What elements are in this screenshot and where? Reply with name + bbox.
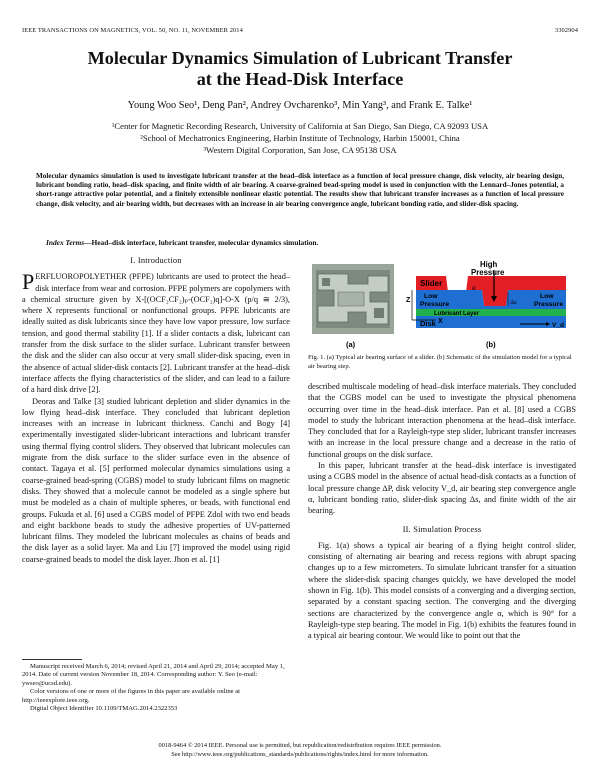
intro-paragraph-2: Deoras and Talke [3] studied lubricant depletion and slider dynamics in the low flying head–disk interface. They concluded that lubricant depletion increases with an increase in lubricant thickness. Canchi and Bogy [4] experimentally investigated slider-lubricant interactions and lubricant transfer using thermal flying control sliders. They observed that lubricant molecules can migrate from the disk surface to the slider surface even in the absence of contact. Tagaya et al. [5] performed molecular dynamics simulations using a coarse-grained bead-spring (CGBS) model to study lubricant films on magnetic disks. They showed that a molecule cannot be modeled as a single sphere but must be modeled as a chain of multiple spheres, or beads, with functional end groups. Fukuda et al. [6] used a CGBS model of PFPE Zdol with two end beads and eight backbone beads to study the adhesive properties of UV-patterned lubricant films. They modeled the lubricant molecules as chains of beads and the disk layer as a solid layer. Ma and Liu [7] improved the model using rigid coarse-grained beads to model the disk layer. Jhon et al. [1] (22, 396, 290, 564)
section-1-heading: I. Introduction (130, 256, 182, 265)
footnote-color: Color versions of one or more of the figures in this paper are available online at http://ieeexplore.ieee.org. (22, 688, 241, 704)
figure-1-caption: Fig. 1. (a) Typical air bearing surface of a slider. (b) Schematic of the simulation model for a typical air bearing step. (308, 354, 572, 370)
title-line-2: at the Head-Disk Interface (196, 68, 404, 89)
pressure-label-top: Pressure (471, 268, 505, 277)
low-label-left: Low (424, 293, 438, 300)
alpha-label: α (472, 284, 476, 292)
journal-header: IEEE TRANSACTIONS ON MAGNETICS, VOL. 50, NO. 11, NOVEMBER 2014 (22, 27, 243, 34)
col2-paragraph-1: described multiscale modeling of head–disk interface materials. They concluded that the CGBS model can be used to investigate the physical phenomena occurring over time in the head–disk interface. Pan et al. [8] used a CGBS model to study the lubricant interaction phenomena at the head–disk interface. They concluded that for a Rayleigh-type step slider, lubricant transfer increases with an increase in the local pressure change and a decrease in the ratio of functional groups on the disk surface. (308, 382, 576, 459)
rights-line: See http://www.ieee.org/publications_standards/publications/rights/index.html for more information. (171, 751, 429, 758)
col2-paragraph-3: Fig. 1(a) shows a typical air bearing of a flying height control slider, consisting of alternating air bearing and recess regions with abrupt spacing changes up to a few micrometers. To simulate lubricant transfer for a situation where the slider-disk spacing changes quickly, we have developed the model shown in Fig. 1(b). This model consists of a converging and a diverging section, separated by a constant spacing section. The converging and the diverging sections are characterized by the convergence angle α, which is 90° for a Rayleigh-type step bearing. The model in Fig. 1(b) exhibits the features found in a typical air bearing contour. We would like to point out that the (308, 540, 576, 641)
footnotes (22, 663, 290, 713)
abstract: Molecular dynamics simulation is used to investigate lubricant transfer at the head–disk interface as a function of local pressure change, disk velocity, air bearing design, lubricant bonding ratio, head–disk spacing, and finite width of air bearing. A coarse-grained bead-spring model is used in conjunction with the Lennard–Jones potential, a short-range attractive polar potential, and a finitely extensible nonlinear elastic potential. The results show that lubricant transfer increases as a function of local pressure change, disk velocity, and air bearing width, but decreases with an increase in air bearing convergence angle, lubricant bonding ratio, and slider-disk spacing. (36, 172, 564, 208)
pressure-label-left: Pressure (420, 301, 450, 308)
low-label-right: Low (540, 293, 554, 300)
z-axis-label: Z (406, 297, 411, 304)
figure-1a-air-bearing-image (312, 264, 394, 334)
col2-paragraph-2: In this paper, lubricant transfer at the head–disk interface is investigated using a CGBS model in the absence of actual head-disk contacts as a function of local pressure change ΔP, disk velocity V_d, air bearing step convergence angle α, lubricant bonding ratio, slider-disk spacing Δs, and finite width of the air bearing. (308, 461, 576, 516)
figure-1b-label: (b) (486, 340, 496, 349)
section-2-heading: II. Simulation Process (402, 524, 482, 534)
page-id: 3302904 (554, 27, 578, 34)
delta-s-label: Δs (510, 299, 517, 306)
intro-paragraph-1-text: ERFLUOROPOLYETHER (PFPE) lubricants are used to protect the head–disk interface from wear and corrosion. PFPE polymers are copolymers with a chemical structure given by X-[(OCF₂CF₂)ₚ-(OCF₂)q]-O-X (p/q ≅ 2/3), where X represents functional or nonfunctional groups. PFPE lubricants are ideally suited as disk lubricants since they have low vapor pressure, low surface tension, and good thermal stability [1]. If a slider contacts a disk, lubricant can transfer from the disk surface to the slider surface. Lubricant transfer between the disk and the slider can also occur at very small slider-disk spacing, even in the absence of actual slider-disk contacts [2]. Lubricant transfer at the head–disk interface affects the flying characteristics of the slider, and can lead to a failure of a hard disk drive [2]. (22, 272, 290, 395)
figure-1-graphic (308, 262, 576, 352)
index-terms (46, 238, 566, 247)
intro-paragraph-1 (22, 271, 290, 395)
authors: Young Woo Seo¹, Deng Pan², Andrey Ovcharenko³, Min Yang³, and Frank E. Talke¹ (127, 100, 473, 111)
left-column (22, 255, 290, 564)
disk-label: Disk (420, 319, 436, 328)
figure-1 (308, 262, 576, 352)
lubricant-layer-label: Lubricant Layer (434, 311, 480, 317)
affiliation-1: ¹Center for Magnetic Recording Research, University of California at San Diego, San Diego, CA 92093 USA (111, 121, 489, 131)
high-label: High (480, 260, 498, 269)
affiliation-2: ²School of Mechatronics Engineering, Harbin Institute of Technology, Harbin 150001, China (140, 133, 460, 143)
x-axis-label: X (438, 318, 443, 325)
footnote-doi: Digital Object Identifier 10.1109/TMAG.2014.2322353 (30, 705, 178, 713)
footnote-rule (22, 659, 82, 660)
pressure-label-right: Pressure (534, 301, 564, 308)
index-terms-label: Index Terms (46, 238, 85, 247)
disk-velocity-label: V_d (552, 322, 564, 329)
footnote-manuscript: Manuscript received March 6, 2014; revised April 21, 2014 and April 29, 2014; accepted May 1, 2014. Date of current version November 18, 2014. Corresponding author: Y. Seo (e-mail: ywseo@ucsd.edu). (22, 663, 285, 687)
affiliation-3: ³Western Digital Corporation, San Jose, CA 95138 USA (203, 145, 397, 155)
paper-title (0, 48, 600, 89)
running-header (22, 27, 578, 37)
figure-1a-label: (a) (346, 340, 356, 349)
drop-cap: P (22, 269, 35, 295)
index-terms-text: —Head–disk interface, lubricant transfer, molecular dynamics simulation. (84, 238, 319, 247)
title-line-1: Molecular Dynamics Simulation of Lubricant Transfer (87, 48, 513, 68)
slider-label: Slider (420, 279, 443, 288)
right-column (308, 381, 576, 651)
copyright-line: 0018-9464 © 2014 IEEE. Personal use is permitted, but republication/redistribution requires IEEE permission. (158, 742, 442, 749)
